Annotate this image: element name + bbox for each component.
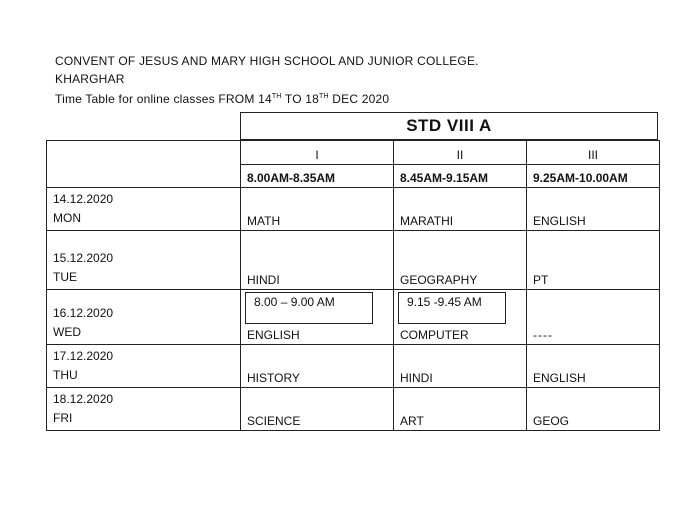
- date-text: 17.12.2020: [53, 349, 114, 363]
- subject-cell: GEOGRAPHY: [394, 231, 527, 290]
- day-cell: [47, 188, 241, 231]
- table-row: [47, 388, 660, 431]
- subject-cell: HISTORY: [241, 345, 394, 388]
- school-location: KHARGHAR: [55, 72, 125, 86]
- corner-cell: [47, 141, 241, 188]
- subject-cell: ----: [527, 290, 660, 345]
- subject-cell: PT: [527, 231, 660, 290]
- caption-superscript-1: TH: [271, 93, 282, 100]
- subject-cell: MARATHI: [394, 188, 527, 231]
- time-1: 8.00AM-8.35AM: [241, 165, 394, 188]
- day-cell: [47, 388, 241, 431]
- period-3: III: [527, 141, 660, 165]
- subject-cell: [394, 290, 527, 345]
- period-1: I: [241, 141, 394, 165]
- subject-cell: [241, 290, 394, 345]
- day-cell: [47, 290, 241, 345]
- day-text: WED: [53, 325, 81, 339]
- timing-note-box: 8.00 – 9.00 AM: [245, 292, 373, 324]
- table-row: [47, 345, 660, 388]
- period-row: [47, 141, 660, 165]
- subject-cell: GEOG: [527, 388, 660, 431]
- day-text: TUE: [53, 270, 77, 284]
- subject-text: ENGLISH: [247, 328, 300, 342]
- table-row: [47, 231, 660, 290]
- date-text: 15.12.2020: [53, 251, 114, 265]
- table-row: [47, 188, 660, 231]
- timetable-caption: [55, 92, 389, 106]
- date-text: 16.12.2020: [53, 306, 114, 320]
- period-2: II: [394, 141, 527, 165]
- subject-text: COMPUTER: [400, 328, 469, 342]
- day-text: FRI: [53, 411, 73, 425]
- subject-cell: HINDI: [394, 345, 527, 388]
- timing-note-box: 9.15 -9.45 AM: [398, 292, 506, 324]
- subject-cell: ENGLISH: [527, 188, 660, 231]
- day-cell: [47, 231, 241, 290]
- caption-mid: TO 18: [281, 92, 320, 106]
- time-3: 9.25AM-10.00AM: [527, 165, 660, 188]
- caption-prefix: Time Table for online classes FROM 14: [55, 92, 272, 106]
- date-text: 14.12.2020: [53, 192, 114, 206]
- caption-suffix: DEC 2020: [328, 92, 390, 106]
- subject-cell: SCIENCE: [241, 388, 394, 431]
- school-name: CONVENT OF JESUS AND MARY HIGH SCHOOL AND JUNIOR COLLEGE.: [55, 54, 479, 68]
- day-text: THU: [53, 368, 78, 382]
- subject-cell: MATH: [241, 188, 394, 231]
- day-cell: [47, 345, 241, 388]
- table-row: [47, 290, 660, 345]
- caption-superscript-2: TH: [319, 93, 329, 100]
- time-2: 8.45AM-9.15AM: [394, 165, 527, 188]
- class-title: STD VIII A: [240, 112, 658, 140]
- date-text: 18.12.2020: [53, 392, 114, 406]
- subject-cell: HINDI: [241, 231, 394, 290]
- day-text: MON: [53, 211, 81, 225]
- timetable: [46, 140, 660, 431]
- subject-cell: ENGLISH: [527, 345, 660, 388]
- subject-cell: ART: [394, 388, 527, 431]
